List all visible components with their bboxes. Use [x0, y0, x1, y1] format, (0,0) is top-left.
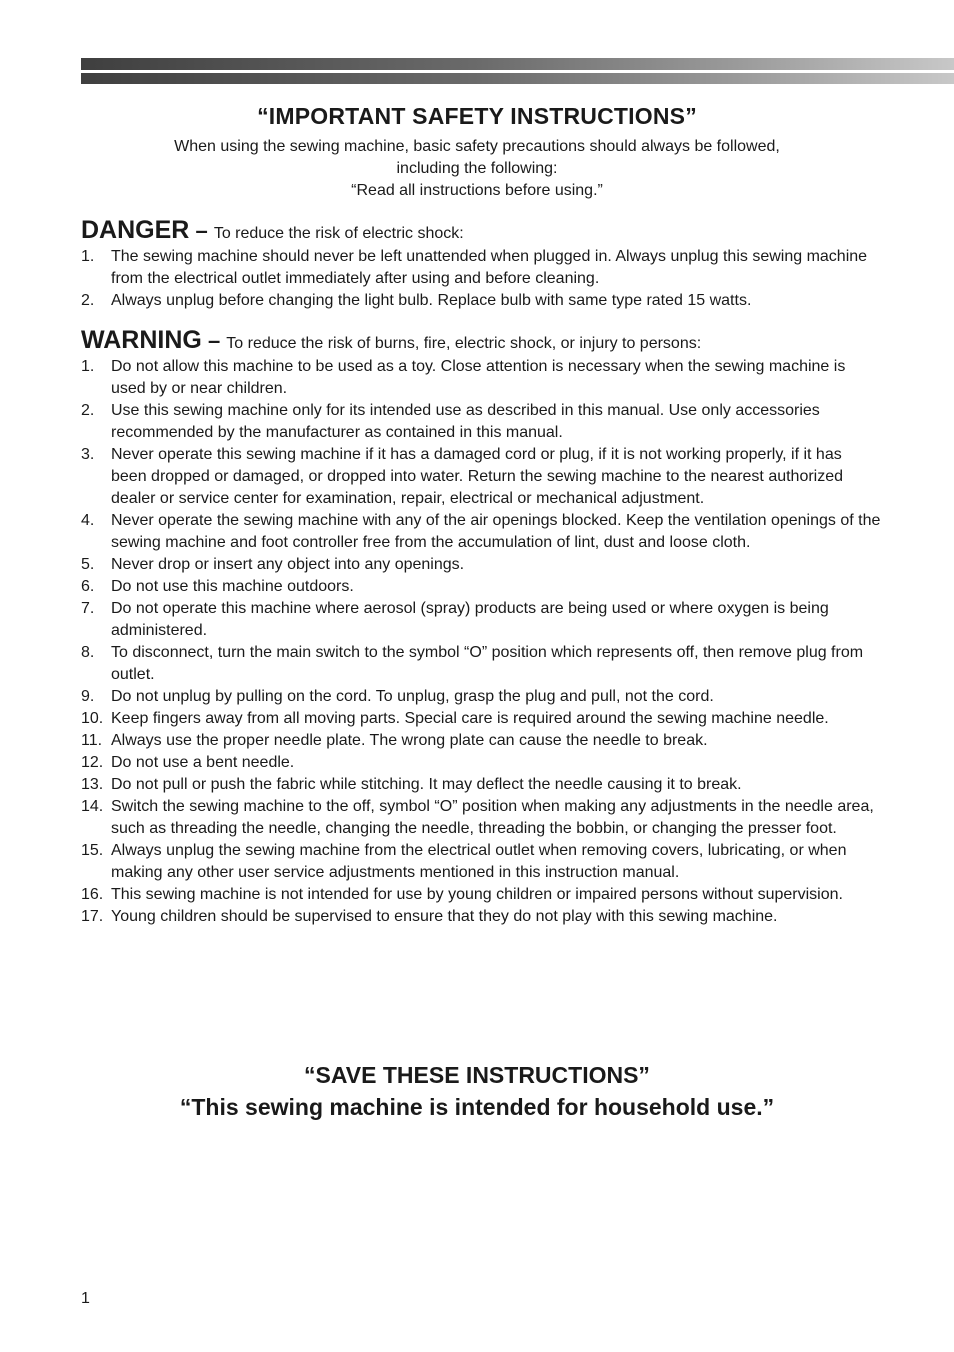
header-stripe	[81, 58, 954, 84]
warning-list-item	[81, 356, 881, 400]
list-item-number: 11.	[81, 732, 103, 749]
list-item-text: Do not pull or push the fabric while stitching. It may deflect the needle causing it to break.	[111, 776, 742, 793]
list-item-number: 17.	[81, 908, 104, 925]
list-item-text: To disconnect, turn the main switch to the symbol “O” position which represents off, then remove plug from outlet.	[111, 644, 864, 683]
list-item-number: 3.	[81, 446, 95, 463]
list-item-number: 9.	[81, 688, 95, 705]
warning-subtitle: To reduce the risk of burns, fire, electric shock, or injury to persons:	[226, 335, 702, 352]
warning-list-item	[81, 730, 881, 752]
list-item-number: 5.	[81, 556, 95, 573]
list-item-text: Never operate the sewing machine with any of the air openings blocked. Keep the ventilation openings of the sewing machine and foot controller free from the accumulation of lint, dust and loose cloth.	[111, 512, 881, 551]
header-stripe-band-bottom	[81, 73, 954, 84]
warning-list-item	[81, 686, 881, 708]
warning-list-item	[81, 708, 881, 730]
danger-subtitle: To reduce the risk of electric shock:	[213, 225, 464, 242]
warning-list	[81, 356, 881, 928]
list-item-number: 2.	[81, 402, 95, 419]
warning-list-item	[81, 598, 881, 642]
intro-text	[0, 136, 954, 202]
list-item-text: Always use the proper needle plate. The wrong plate can cause the needle to break.	[111, 732, 708, 749]
list-item-text: Do not use a bent needle.	[111, 754, 295, 771]
list-item-text: Switch the sewing machine to the off, symbol “O” position when making any adjustments in the needle area, such as threading the needle, changing the needle, threading the bobbin, or changing the presser foot.	[111, 798, 874, 837]
warning-list-item	[81, 444, 881, 510]
list-item-text: Never operate this sewing machine if it has a damaged cord or plug, if it is not working properly, if it has been dropped or damaged, or dropped into water. Return the sewing machine to the nearest authorized dealer or service center for examination, repair, electrical or mechanical adjustment.	[111, 446, 844, 507]
list-item-text: Do not allow this machine to be used as a toy. Close attention is necessary when the sewing machine is used by or near children.	[111, 358, 846, 397]
danger-list-item	[81, 290, 881, 312]
warning-list-item	[81, 840, 881, 884]
list-item-text: Do not use this machine outdoors.	[111, 578, 354, 595]
list-item-number: 10.	[81, 710, 104, 727]
warning-list-item	[81, 400, 881, 444]
list-item-text: Always unplug before changing the light bulb. Replace bulb with same type rated 15 watts.	[111, 292, 752, 309]
danger-label: DANGER	[81, 216, 190, 244]
warning-list-item	[81, 796, 881, 840]
list-item-text: The sewing machine should never be left unattended when plugged in. Always unplug this sewing machine from the electrical outlet immediately after using and before cleaning.	[111, 248, 868, 287]
warning-label: WARNING	[81, 326, 202, 354]
danger-heading	[81, 216, 464, 245]
list-item-number: 6.	[81, 578, 95, 595]
warning-heading	[81, 326, 701, 355]
intro-line-3: “Read all instructions before using.”	[351, 182, 603, 199]
danger-dash: –	[189, 218, 214, 243]
list-item-text: Always unplug the sewing machine from the electrical outlet when removing covers, lubricating, or when making any other user service adjustments mentioned in this instruction manual.	[111, 842, 847, 881]
danger-list	[81, 246, 881, 312]
list-item-number: 14.	[81, 798, 104, 815]
list-item-text: Keep fingers away from all moving parts. Special care is required around the sewing machine needle.	[111, 710, 829, 727]
page-title: “IMPORTANT SAFETY INSTRUCTIONS”	[257, 103, 697, 129]
page-number: 1	[81, 1290, 90, 1307]
intro-line-1: When using the sewing machine, basic safety precautions should always be followed,	[174, 138, 780, 155]
warning-list-item	[81, 642, 881, 686]
warning-list-item	[81, 554, 881, 576]
list-item-text: Young children should be supervised to ensure that they do not play with this sewing machine.	[111, 908, 778, 925]
list-item-number: 16.	[81, 886, 104, 903]
list-item-number: 8.	[81, 644, 95, 661]
list-item-number: 7.	[81, 600, 95, 617]
warning-list-item	[81, 752, 881, 774]
list-item-text: This sewing machine is not intended for use by young children or impaired persons without supervision.	[111, 886, 843, 903]
list-item-number: 1.	[81, 248, 95, 265]
intro-line-2: including the following:	[396, 160, 558, 177]
warning-list-item	[81, 576, 881, 598]
save-instructions-heading: “SAVE THESE INSTRUCTIONS”	[304, 1062, 650, 1088]
list-item-number: 13.	[81, 776, 104, 793]
warning-list-item	[81, 774, 881, 796]
list-item-text: Never drop or insert any object into any openings.	[111, 556, 465, 573]
warning-list-item	[81, 510, 881, 554]
list-item-number: 15.	[81, 842, 104, 859]
list-item-number: 1.	[81, 358, 95, 375]
list-item-number: 4.	[81, 512, 95, 529]
list-item-number: 12.	[81, 754, 104, 771]
list-item-number: 2.	[81, 292, 95, 309]
warning-list-item	[81, 884, 881, 906]
household-use-heading: “This sewing machine is intended for household use.”	[179, 1094, 775, 1120]
danger-list-item	[81, 246, 881, 290]
list-item-text: Do not operate this machine where aerosol (spray) products are being used or where oxygen is being administered.	[111, 600, 829, 639]
warning-dash: –	[201, 328, 227, 353]
list-item-text: Use this sewing machine only for its intended use as described in this manual. Use only accessories recommended by the manufacturer as contained in this manual.	[111, 402, 820, 441]
warning-list-item	[81, 906, 881, 928]
list-item-text: Do not unplug by pulling on the cord. To unplug, grasp the plug and pull, not the cord.	[111, 688, 714, 705]
header-stripe-band-top	[81, 58, 954, 70]
